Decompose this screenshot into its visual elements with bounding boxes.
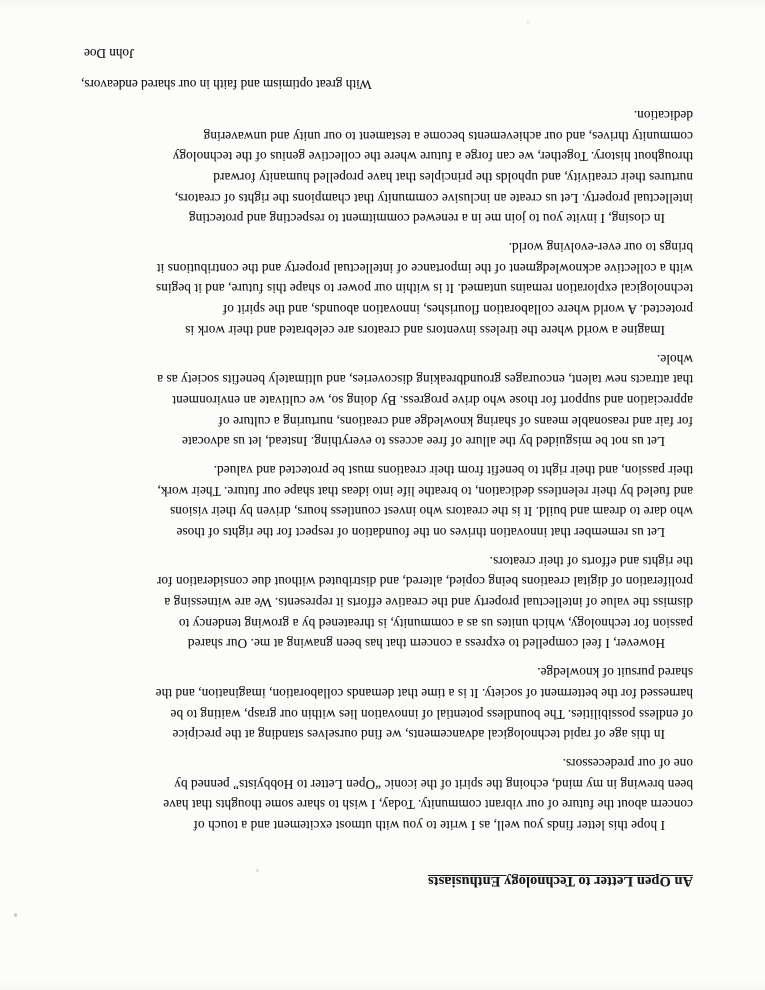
signature-name: John Doe — [84, 45, 135, 61]
letter-line: Let us remember that innovation thrives on the foundation of respect for the rights of those — [176, 525, 665, 541]
closing-line: With great optimism and faith in our shared endeavors, — [81, 77, 372, 93]
letter-paragraph — [78, 104, 693, 228]
letter-paragraph — [78, 459, 693, 542]
letter-line: However, I feel compelled to express a concern that has been gnawing at me. Our shared — [187, 636, 665, 652]
letter-paragraph — [78, 752, 693, 835]
letter-line: Let us not be misguided by the allure of free access to everything. Instead, let us advocate — [181, 434, 665, 450]
letter-line: for fair and reasonable means of sharing knowledge and creations, nurturing a culture of — [218, 413, 693, 429]
letter-line: protected. A world where collaboration flourishes, innovation abounds, and the spirit of — [222, 302, 693, 318]
letter-line: been brewing in my mind, echoing the spirit of the iconic “Open Letter to Hobbyists” penned by — [174, 776, 693, 792]
letter-paragraph — [78, 550, 693, 653]
letter-line: that attracts new talent, encourages groundbreaking discoveries, and ultimately benefits society as a — [157, 372, 693, 388]
letter-line: concern about the future of our vibrant community. Today, I wish to share some thoughts that have — [163, 797, 693, 813]
letter-title: An Open Letter to Technology Enthusiasts — [427, 873, 693, 889]
letter-line: harnessed for the betterment of society. It is a time that demands collaboration, imagination, and the — [155, 685, 693, 701]
letter-line: intellectual property. Let us create an inclusive community that champions the rights of creators, — [174, 190, 693, 206]
letter-line: throughout history. Together, we can forge a future where the collective genius of the technology — [172, 149, 693, 165]
letter-line: their passion, and their right to benefit from their creations must be protected and valued. — [213, 463, 693, 478]
letter-line: dedication. — [633, 108, 693, 123]
letter-line: who dare to dream and build. It is the creators who invest countless hours, driven by their visions — [169, 504, 693, 520]
letter-line: one of our predecessors. — [562, 755, 693, 771]
letter-line: the rights and efforts of their creators. — [489, 553, 693, 569]
letter-paragraph — [78, 348, 693, 451]
letter-paragraph — [78, 662, 693, 745]
letter-line: I hope this letter finds you well, as I write to you with utmost excitement and a touch of — [193, 818, 665, 833]
letter-line: shared pursuit of knowledge. — [537, 665, 693, 681]
scan-speck — [14, 913, 17, 917]
letter-line: brings to our ever-evolving world. — [508, 240, 693, 256]
letter-line: passion for technology, which unites us as a community, is threatened by a growing tendency to — [178, 615, 693, 631]
letter-line: nurtures their creativity, and upholds the principles that have propelled humanity forward — [213, 170, 693, 186]
letter-paragraph — [78, 236, 693, 339]
scan-speck — [527, 21, 529, 23]
letter-line: proliferation of digital creations being copied, altered, and distributed without due consideration for — [156, 574, 693, 590]
letter-line: Imagine a world where the tireless inventors and creators are celebrated and their work is — [185, 322, 665, 338]
letter-line: whole. — [656, 351, 693, 367]
letter-line: In this age of rapid technological advancements, we find ourselves standing at the precipice — [172, 727, 665, 743]
letter-line: with a collective acknowledgment of the importance of intellectual property and the contributions it — [156, 260, 693, 276]
letter-line: technological exploration remains untamed. It is within our power to shape this future, and it begins — [155, 281, 693, 297]
letter-line: and fueled by their relentless dedication, to breathe life into ideas that shape our future. Their work, — [157, 483, 693, 499]
letter-line: community thrives, and our achievements become a testament to our unity and unwavering — [203, 128, 693, 144]
letter-line: In closing, I invite you to join me in a renewed commitment to respecting and protecting — [188, 211, 665, 227]
letter-line: dismiss the value of intellectual property and the creative efforts it represents. We are witnessing a — [164, 595, 693, 611]
scan-speck — [256, 869, 259, 872]
letter-line: appreciation and support for those who drive progress. By doing so, we cultivate an environment — [172, 392, 693, 408]
letter-line: of endless possibilities. The boundless potential of innovation lies within our grasp, waiting to be — [170, 706, 693, 722]
